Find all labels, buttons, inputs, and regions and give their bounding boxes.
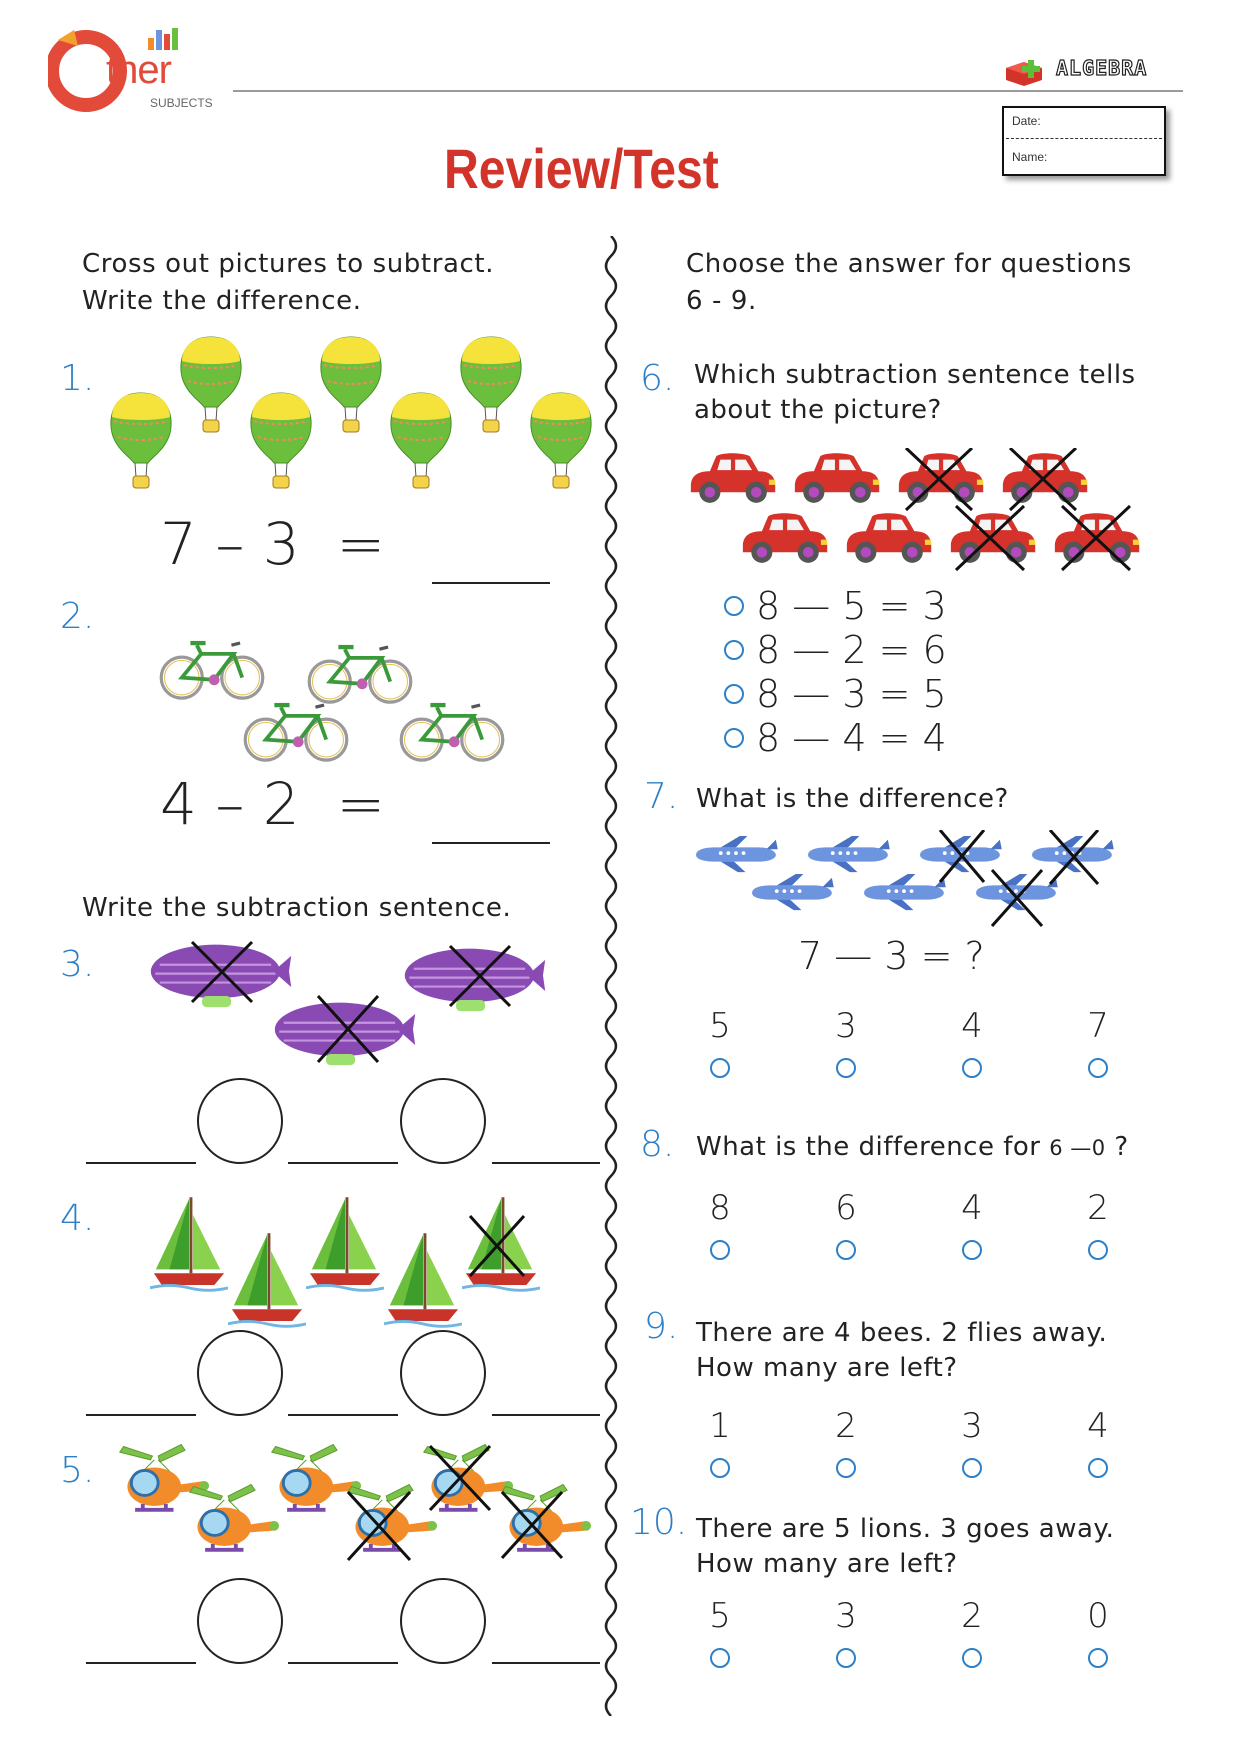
question-number: 6.: [640, 358, 675, 399]
q10-choices: [700, 1596, 1120, 1670]
airplane-icon: [752, 874, 834, 910]
answer-bubble[interactable]: [962, 1240, 982, 1260]
airplane-icon: [976, 874, 1058, 910]
answer-bubble[interactable]: [724, 728, 744, 748]
instruction-line: Write the difference.: [82, 286, 362, 316]
choice-label: 0: [1087, 1596, 1109, 1636]
answer-bubble[interactable]: [710, 1458, 730, 1478]
blimp-picture-group: [148, 938, 558, 1068]
answer-bubble[interactable]: [724, 640, 744, 660]
helicopter-icon: [190, 1485, 279, 1550]
question-number: 10.: [630, 1502, 688, 1543]
answer-bubble[interactable]: [1088, 1240, 1108, 1260]
q8-choices: [700, 1188, 1120, 1262]
answer-bubble[interactable]: [836, 1458, 856, 1478]
question-text: What is the difference?: [696, 784, 1009, 814]
balloon-icon: [181, 337, 241, 432]
answer-bubble[interactable]: [836, 1648, 856, 1668]
answer-bubble[interactable]: [1088, 1458, 1108, 1478]
answer-blank[interactable]: [86, 1414, 196, 1416]
answer-bubble[interactable]: [962, 1058, 982, 1078]
answer-blank[interactable]: [86, 1662, 196, 1664]
answer-bubble[interactable]: [724, 684, 744, 704]
bicycle-icon: [309, 647, 411, 702]
question-text: [694, 358, 1136, 428]
choice-label: 5: [709, 1596, 731, 1636]
sailboat-picture-group: [150, 1194, 550, 1354]
q9-choices: [700, 1406, 1120, 1480]
answer-bubble[interactable]: [962, 1648, 982, 1668]
question-line: about the picture?: [694, 395, 942, 425]
answer-bubble[interactable]: [710, 1648, 730, 1668]
answer-bubble[interactable]: [1088, 1058, 1108, 1078]
sailboat-icon: [150, 1197, 228, 1290]
question-number: 5.: [60, 1450, 95, 1491]
choice-label: 3: [835, 1596, 857, 1636]
option-text: 8 — 2 = 6: [756, 628, 947, 672]
answer-blank[interactable]: [432, 582, 550, 584]
balloon-icon: [391, 393, 451, 488]
equation-q2: 4 – 2 =: [160, 770, 386, 838]
question-line: How many are left?: [696, 1549, 958, 1579]
bicycle-icon: [245, 705, 347, 760]
question-text: [696, 1316, 1107, 1386]
question-line: Which subtraction sentence tells: [694, 360, 1136, 390]
blimp-icon: [151, 945, 291, 1007]
answer-bubble[interactable]: [836, 1240, 856, 1260]
algebra-blocks-icon: [1002, 56, 1056, 86]
answer-blank[interactable]: [492, 1662, 600, 1664]
question-line: There are 5 lions. 3 goes away.: [696, 1514, 1115, 1544]
date-name-box: [1002, 106, 1166, 176]
option-text: 8 — 4 = 4: [756, 716, 947, 760]
choice-label: 1: [709, 1406, 731, 1446]
answer-bubble[interactable]: [724, 596, 744, 616]
choice-label: 4: [1087, 1406, 1109, 1446]
bicycle-icon: [401, 705, 503, 760]
airplane-icon: [696, 836, 778, 872]
header-rule: [233, 90, 1183, 92]
sailboat-icon: [384, 1233, 462, 1326]
equals-circle[interactable]: [400, 1578, 486, 1664]
choice-label: 2: [835, 1406, 857, 1446]
answer-blank[interactable]: [492, 1414, 600, 1416]
balloon-icon: [321, 337, 381, 432]
balloon-icon: [461, 337, 521, 432]
helicopter-icon: [120, 1445, 209, 1510]
choice-label: 2: [961, 1596, 983, 1636]
equals-circle[interactable]: [400, 1330, 486, 1416]
balloon-icon: [251, 393, 311, 488]
choice-label: 7: [1087, 1006, 1109, 1046]
equals-circle[interactable]: [400, 1078, 486, 1164]
question-number: 7.: [644, 776, 679, 817]
box-dashed-divider: [1006, 138, 1162, 139]
instruction-line: 6 - 9.: [686, 286, 757, 316]
airplane-icon: [864, 874, 946, 910]
answer-blank[interactable]: [288, 1414, 398, 1416]
answer-blank[interactable]: [288, 1662, 398, 1664]
expression: 6 —0: [1049, 1136, 1106, 1160]
instruction-line: Choose the answer for questions: [686, 249, 1132, 279]
choice-label: 4: [961, 1188, 983, 1228]
question-number: 3.: [60, 944, 95, 985]
equation-q7: 7 — 3 = ?: [798, 934, 985, 978]
balloon-picture-group: [100, 335, 600, 495]
question-line: What is the difference for: [696, 1132, 1041, 1162]
question-line: How many are left?: [696, 1353, 958, 1383]
car-icon: [795, 453, 879, 503]
answer-blank[interactable]: [288, 1162, 398, 1164]
car-icon: [847, 513, 931, 563]
instructions-write-sentence: Write the subtraction sentence.: [82, 893, 512, 923]
page-title: Review/Test: [444, 137, 719, 200]
question-number: 9.: [644, 1306, 679, 1347]
equation-q1: 7 – 3 =: [160, 510, 386, 578]
airplane-picture-group: [692, 830, 1132, 930]
choice-label: 3: [961, 1406, 983, 1446]
answer-bubble[interactable]: [836, 1058, 856, 1078]
bicycle-picture-group: [158, 636, 518, 766]
bicycle-icon: [161, 643, 263, 698]
question-text: [696, 1512, 1114, 1582]
car-icon: [691, 453, 775, 503]
instruction-line: Cross out pictures to subtract.: [82, 249, 495, 279]
sailboat-icon: [306, 1197, 384, 1290]
option-text: 8 — 5 = 3: [756, 584, 947, 628]
choice-label: 4: [961, 1006, 983, 1046]
airplane-icon: [808, 836, 890, 872]
name-label: Name:: [1012, 150, 1048, 164]
sailboat-icon: [228, 1233, 306, 1326]
helicopter-icon: [272, 1445, 361, 1510]
operator-circle[interactable]: [197, 1578, 283, 1664]
answer-bubble[interactable]: [710, 1058, 730, 1078]
question-number: 2.: [60, 596, 95, 637]
operator-circle[interactable]: [197, 1078, 283, 1164]
choice-label: 6: [835, 1188, 857, 1228]
question-number: 4.: [60, 1198, 95, 1239]
helicopter-picture-group: [114, 1442, 594, 1582]
q7-choices: [700, 1006, 1120, 1080]
option-text: 8 — 3 = 5: [756, 672, 947, 716]
logo-wordmark: ther: [106, 48, 171, 92]
question-number: 8.: [640, 1124, 675, 1165]
answer-bubble[interactable]: [710, 1240, 730, 1260]
answer-blank[interactable]: [432, 842, 550, 844]
date-label: Date:: [1012, 114, 1041, 128]
question-text: [696, 1130, 1129, 1166]
question-number: 1.: [60, 358, 95, 399]
choice-label: 5: [709, 1006, 731, 1046]
instructions-choose: [686, 246, 1132, 320]
logo-subtitle: SUBJECTS: [150, 96, 213, 110]
balloon-icon: [531, 393, 591, 488]
car-icon: [951, 513, 1035, 563]
answer-bubble[interactable]: [1088, 1648, 1108, 1668]
choice-label: 3: [835, 1006, 857, 1046]
choice-label: 2: [1087, 1188, 1109, 1228]
answer-blank[interactable]: [492, 1162, 600, 1164]
question-mark: ?: [1114, 1132, 1129, 1162]
choice-label: 8: [709, 1188, 731, 1228]
car-picture-group: [684, 448, 1154, 578]
answer-bubble[interactable]: [962, 1458, 982, 1478]
instructions-cross-out: [82, 246, 494, 320]
answer-blank[interactable]: [86, 1162, 196, 1164]
subject-label: ALGEBRA: [1056, 56, 1148, 80]
balloon-icon: [111, 393, 171, 488]
car-icon: [743, 513, 827, 563]
question-line: There are 4 bees. 2 flies away.: [696, 1318, 1108, 1348]
operator-circle[interactable]: [197, 1330, 283, 1416]
column-divider: [596, 236, 626, 1716]
